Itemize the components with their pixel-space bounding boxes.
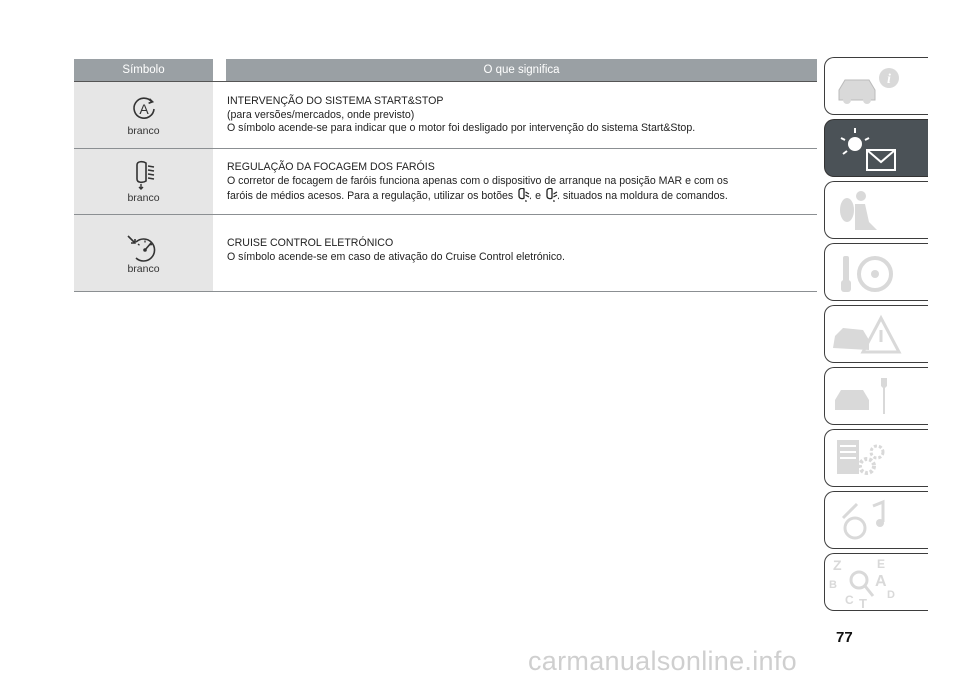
headlight-up-button-icon — [545, 188, 559, 202]
table-row — [74, 149, 817, 215]
nav-tab-technical-data[interactable] — [824, 429, 928, 487]
desc-part-c: situados na moldura de comandos. — [562, 190, 728, 203]
desc-part-b: e — [535, 190, 541, 203]
car-maintenance-wrench-icon — [825, 368, 928, 425]
watermark: carmanualsonline.info — [528, 646, 797, 676]
symbol-color-label: branco — [127, 262, 160, 275]
row-note: (para versões/mercados, onde previsto) — [227, 108, 415, 121]
car-info-icon — [825, 58, 928, 115]
symbol-cell — [74, 82, 213, 148]
row-description: O corretor de focagem de faróis funciona apenas com o dispositivo de arranque na posição MAR e com os — [227, 174, 729, 187]
row-description-cont — [227, 188, 817, 204]
airbag-safety-icon — [825, 182, 928, 239]
svg-text:E: E — [877, 557, 886, 571]
svg-text:C: C — [845, 593, 854, 607]
symbol-cell — [74, 215, 213, 291]
auto-start-stop-icon — [129, 94, 159, 124]
row-description: O símbolo acende-se em caso de ativação do Cruise Control eletrónico. — [227, 250, 565, 263]
svg-text:A: A — [138, 100, 149, 117]
alphabetical-index-icon — [825, 554, 928, 611]
key-steering-wheel-icon — [825, 244, 928, 301]
header-meaning: O que significa — [226, 59, 817, 81]
meaning-cell — [213, 149, 817, 214]
desc-part-a: faróis de médios acesos. Para a regulação, utilizar os botões — [227, 190, 514, 203]
svg-text:T: T — [859, 596, 867, 611]
technical-data-gear-icon — [825, 430, 928, 487]
row-description: O símbolo acende-se para indicar que o motor foi desligado por intervenção do sistema Start&Stop. — [227, 122, 696, 135]
cruise-control-icon — [124, 232, 164, 262]
nav-tab-multimedia[interactable] — [824, 491, 928, 549]
nav-tab-index[interactable] — [824, 553, 928, 611]
svg-text:B: B — [829, 579, 837, 591]
nav-tab-maintenance[interactable] — [824, 367, 928, 425]
row-title: INTERVENÇÃO DO SISTEMA START&STOP — [227, 95, 444, 107]
symbol-color-label: branco — [127, 192, 160, 204]
multimedia-music-icon — [825, 492, 928, 549]
svg-text:Z: Z — [833, 557, 842, 573]
car-accident-warning-icon — [825, 306, 928, 363]
table-header — [74, 59, 817, 81]
nav-tab-emergency[interactable] — [824, 305, 928, 363]
headlight-leveling-icon — [131, 159, 157, 191]
row-title: CRUISE CONTROL ELETRÓNICO — [227, 237, 394, 249]
headlight-down-button-icon — [517, 188, 531, 202]
row-title: REGULAÇÃO DA FOCAGEM DOS FARÓIS — [227, 161, 435, 173]
meaning-cell — [213, 82, 817, 148]
symbol-color-label: branco — [127, 124, 160, 137]
symbol-cell — [74, 149, 213, 214]
nav-tab-starting-driving[interactable] — [824, 243, 928, 301]
page-number: 77 — [836, 629, 853, 646]
table-row — [74, 81, 817, 149]
svg-text:i: i — [887, 72, 891, 87]
svg-text:A: A — [875, 573, 887, 590]
warning-lights-table — [74, 59, 817, 292]
nav-tab-warning-lights[interactable] — [824, 119, 928, 177]
warning-light-message-icon — [825, 120, 928, 177]
nav-tab-safety[interactable] — [824, 181, 928, 239]
meaning-cell — [213, 215, 817, 291]
svg-text:D: D — [887, 589, 895, 601]
table-row — [74, 215, 817, 292]
nav-tab-car-info[interactable] — [824, 57, 928, 115]
header-symbol: Símbolo — [74, 59, 213, 81]
